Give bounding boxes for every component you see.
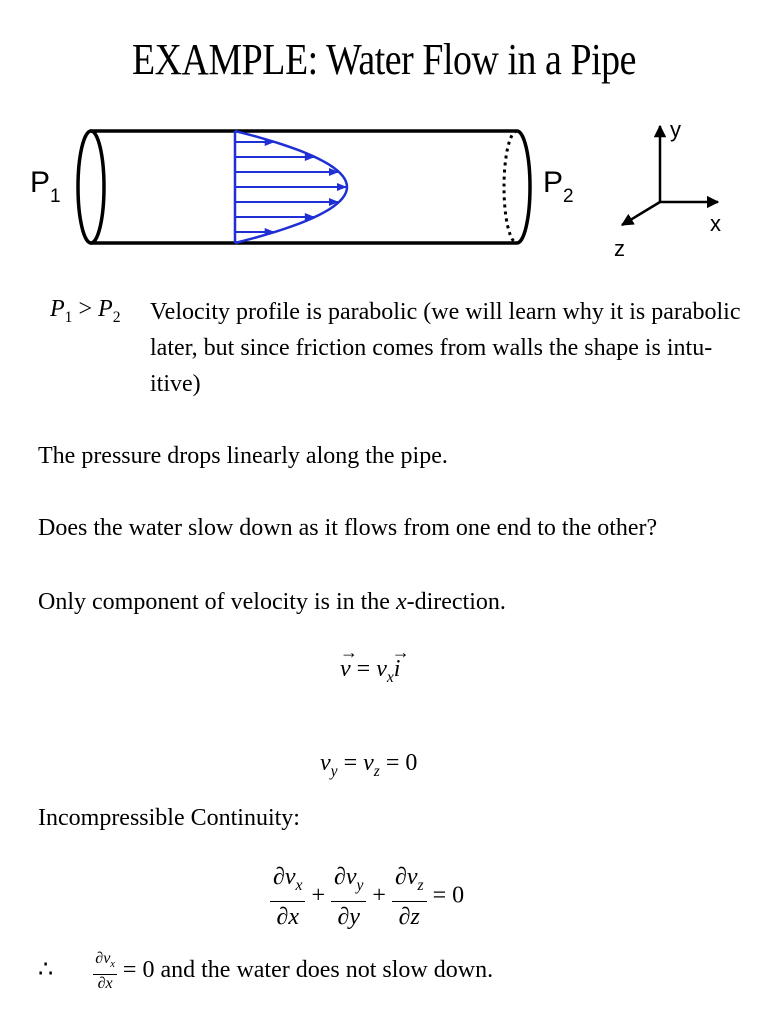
- paragraph-question: Does the water slow down as it flows from one end to the other?: [38, 515, 658, 541]
- page-title: EXAMPLE: Water Flow in a Pipe: [131, 35, 637, 84]
- velocity-profile: [235, 131, 347, 243]
- condition-expression: $P_1 > P_2$: [50, 296, 121, 326]
- condition-line-3: itive): [150, 371, 201, 397]
- equation-continuity: $\frac{\partial v_x}{\partial x}$ + $\frac{\partial v_y}{\partial y}$ + $\frac{\partial v_z}{\partial z}$ = 0: [270, 862, 464, 932]
- paragraph-pressure: The pressure drops linearly along the pipe.: [38, 443, 448, 469]
- fraction-dvx-dx-small: $\frac{\partial v_x}{\partial x}$: [95, 950, 115, 993]
- p1-label: $P_1$: [30, 166, 61, 207]
- equation-velocity-vector: → $v = v_x$ → i: [340, 642, 410, 686]
- axis-y-label: y: [670, 117, 681, 142]
- pipe-end-dashed: [504, 131, 517, 243]
- equation-zero-components: $v_y = v_z = 0$: [320, 750, 418, 780]
- condition-text: [150, 294, 750, 402]
- z-axis-arrow: [622, 202, 660, 225]
- fraction-dvx-dx: $\frac{\partial v_x}{\partial x}$: [270, 862, 305, 932]
- fraction-dvz-dz: $\frac{\partial v_z}{\partial z}$: [392, 862, 427, 932]
- condition-line-2: later, but since friction comes from walls the shape is intu-: [150, 335, 713, 361]
- therefore-symbol: ∴: [38, 957, 54, 984]
- axis-x-label: x: [710, 211, 721, 236]
- conclusion-line: ∴ $\frac{\partial v_x}{\partial x}$ = 0 and the water does not slow down.: [38, 950, 494, 993]
- pipe-diagram: [20, 120, 540, 260]
- fraction-dvy-dy: $\frac{\partial v_y}{\partial y}$: [331, 862, 366, 932]
- continuity-label: Incompressible Continuity:: [38, 805, 300, 831]
- p2-label-text: $P_2$: [543, 166, 574, 207]
- paragraph-component: Only component of velocity is in the x-direction.: [38, 589, 506, 615]
- axis-z-label: z: [614, 236, 625, 261]
- condition-line-1: Velocity profile is parabolic (we will learn why it is parabolic: [150, 299, 741, 325]
